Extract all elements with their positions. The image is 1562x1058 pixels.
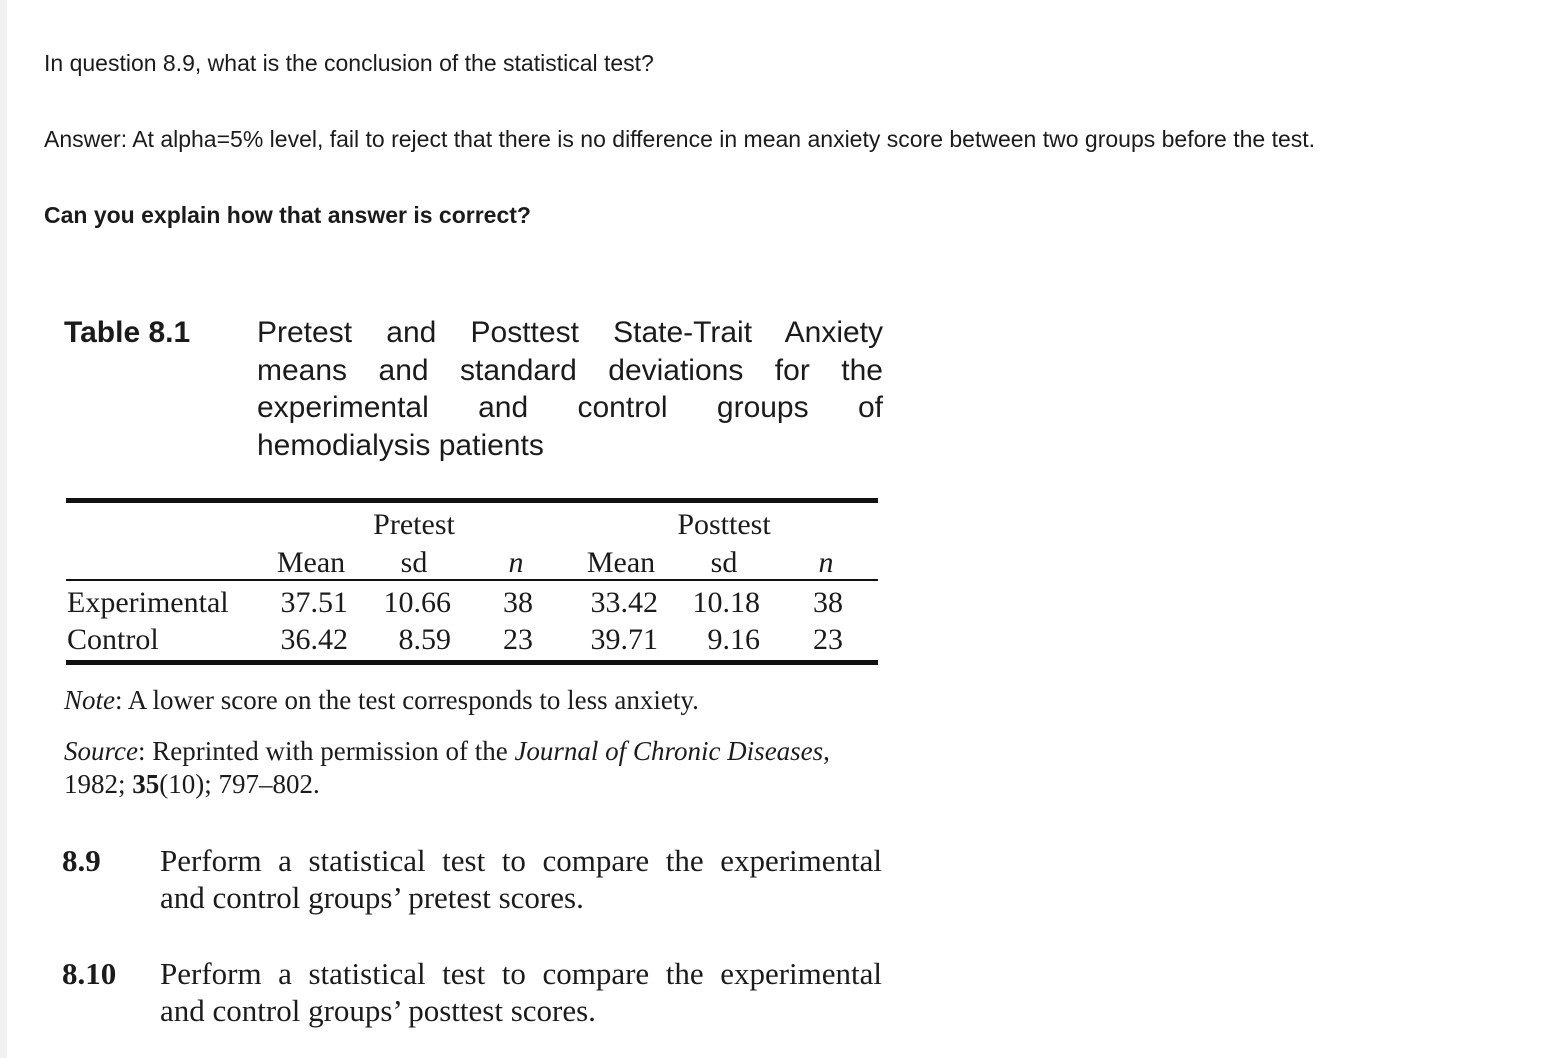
- source-year: 1982;: [64, 769, 133, 799]
- caption-line: means and standard deviations for the: [257, 353, 883, 387]
- table-top-rule: [66, 498, 878, 503]
- question-prompt: In question 8.9, what is the conclusion of the statistical test?: [44, 50, 654, 76]
- problem-number: 8.10: [62, 956, 117, 991]
- col-post-n: n: [818, 546, 834, 579]
- table-note: [64, 684, 699, 717]
- problem-8-9: [62, 842, 882, 922]
- table-header-rule: [66, 579, 878, 581]
- table-cell: 10.18: [692, 586, 760, 619]
- source-volume: 35: [132, 769, 160, 799]
- col-pre-sd: sd: [400, 546, 428, 579]
- left-border: [0, 0, 7, 1058]
- table-cell: 33.42: [590, 586, 658, 619]
- note-text: : A lower score on the test corresponds to less anxiety.: [115, 685, 699, 715]
- problem-line: Perform a statistical test to compare the experimental: [160, 956, 882, 991]
- table-cell: 37.51: [280, 586, 348, 619]
- table-cell: 36.42: [280, 623, 348, 656]
- problem-number: 8.9: [62, 843, 101, 878]
- pretest-header: Pretest: [373, 508, 455, 541]
- problem-line: and control groups’ pretest scores.: [160, 880, 584, 915]
- table-cell: 23: [813, 623, 843, 656]
- table-cell: 39.71: [590, 623, 658, 656]
- problem-line: and control groups’ posttest scores.: [160, 993, 596, 1028]
- caption-line: experimental and control groups of: [257, 391, 883, 424]
- table-cell: 9.16: [707, 623, 760, 656]
- table-cell: 38: [503, 586, 533, 619]
- source-pages: (10); 797–802.: [159, 769, 320, 799]
- caption-line: hemodialysis patients: [257, 428, 544, 462]
- col-post-mean: Mean: [586, 546, 656, 579]
- table-label: Table 8.1: [64, 316, 191, 349]
- question-answer: Answer: At alpha=5% level, fail to reject that there is no difference in mean anxiety score between two groups before the test.: [44, 126, 1316, 152]
- row-label-control: Control: [67, 623, 159, 656]
- table-cell: 8.59: [398, 623, 451, 656]
- source-journal: Journal of Chronic Diseases: [514, 736, 824, 766]
- question-followup: Can you explain how that answer is correct?: [44, 202, 531, 228]
- problem-text: [160, 842, 882, 916]
- col-pre-n: n: [508, 546, 524, 579]
- table-cell: 38: [813, 586, 843, 619]
- source-label: Source: [64, 736, 138, 766]
- table-cell: 10.66: [383, 586, 451, 619]
- col-post-sd: sd: [710, 546, 738, 579]
- row-label-experimental: Experimental: [67, 586, 229, 619]
- problem-8-10: [62, 955, 882, 1035]
- source-text: : Reprinted with permission of the: [137, 736, 515, 766]
- table-source: [64, 735, 884, 801]
- table-cell: 23: [503, 623, 533, 656]
- table-caption: [257, 314, 883, 464]
- caption-line: Pretest and Posttest State-Trait Anxiety: [257, 316, 883, 349]
- table-bottom-rule: [66, 660, 878, 665]
- source-comma: ,: [823, 736, 830, 766]
- problem-text: [160, 955, 882, 1029]
- posttest-header: Posttest: [677, 508, 771, 541]
- cropped-heading: [44, 0, 296, 12]
- problem-line: Perform a statistical test to compare the experimental: [160, 843, 882, 878]
- note-label: Note: [64, 685, 115, 715]
- col-pre-mean: Mean: [276, 546, 346, 579]
